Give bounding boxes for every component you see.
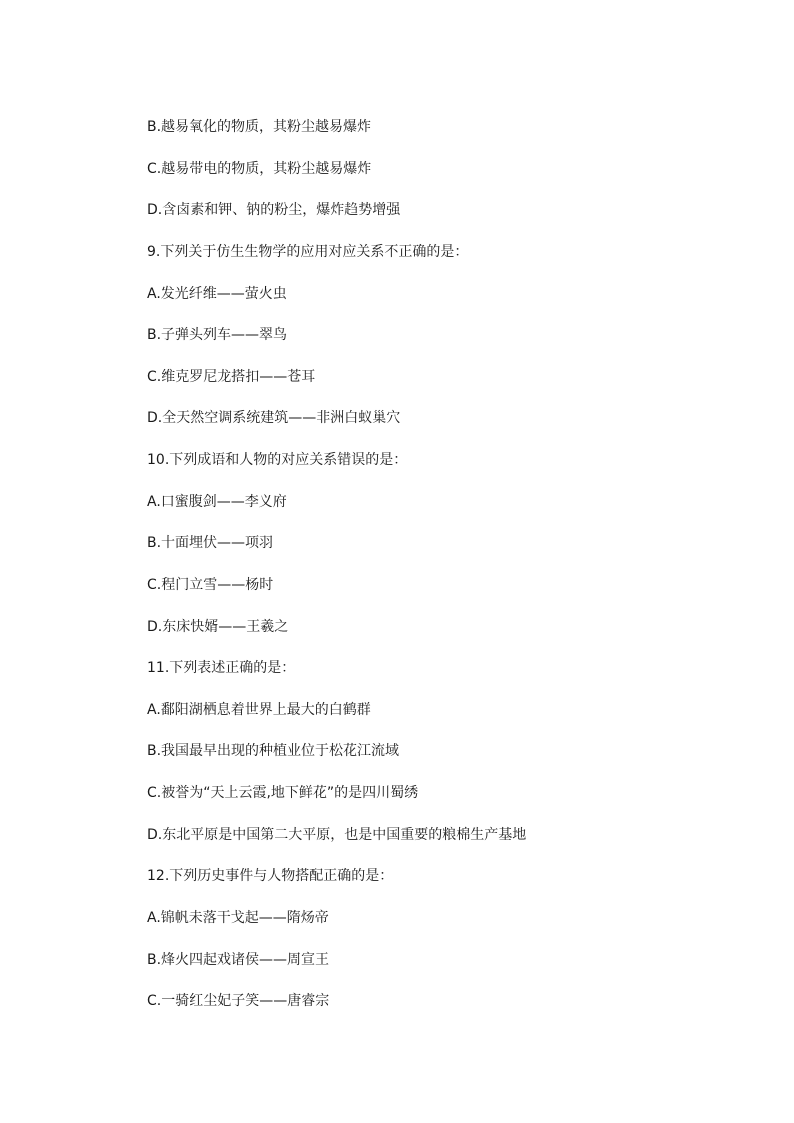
question-line: 12.下列历史事件与人物搭配正确的是： <box>147 868 394 884</box>
option-line: C.一骑红尘妃子笑——唐睿宗 <box>147 993 330 1009</box>
option-line: B.越易氧化的物质，其粉尘越易爆炸 <box>147 119 372 135</box>
option-line: C.被誉为“天上云霞,地下鲜花”的是四川蜀绣 <box>147 785 419 801</box>
option-line: D.东北平原是中国第二大平原，也是中国重要的粮棉生产基地 <box>147 827 527 843</box>
option-line: D.含卤素和钾、钠的粉尘，爆炸趋势增强 <box>147 202 401 218</box>
option-line: B.十面埋伏——项羽 <box>147 535 274 551</box>
option-line: B.子弹头列车——翠鸟 <box>147 327 288 343</box>
option-line: A.口蜜腹剑——李义府 <box>147 494 287 510</box>
question-line: 11.下列表述正确的是： <box>147 660 296 676</box>
option-line: C.维克罗尼龙搭扣——苍耳 <box>147 369 316 385</box>
option-line: B.我国最早出现的种植业位于松花江流域 <box>147 743 400 759</box>
option-line: A.锦帆未落干戈起——隋炀帝 <box>147 910 329 926</box>
option-line: C.越易带电的物质，其粉尘越易爆炸 <box>147 161 372 177</box>
question-line: 10.下列成语和人物的对应关系错误的是： <box>147 452 408 468</box>
option-line: C.程门立雪——杨时 <box>147 577 274 593</box>
option-line: D.全天然空调系统建筑——非洲白蚁巢穴 <box>147 410 401 426</box>
option-line: A.鄱阳湖栖息着世界上最大的白鹤群 <box>147 702 371 718</box>
question-line: 9.下列关于仿生生物学的应用对应关系不正确的是： <box>147 244 469 260</box>
option-line: A.发光纤维——萤火虫 <box>147 286 287 302</box>
option-line: B.烽火四起戏诸侯——周宣王 <box>147 952 330 968</box>
option-line: D.东床快婿——王羲之 <box>147 619 289 635</box>
